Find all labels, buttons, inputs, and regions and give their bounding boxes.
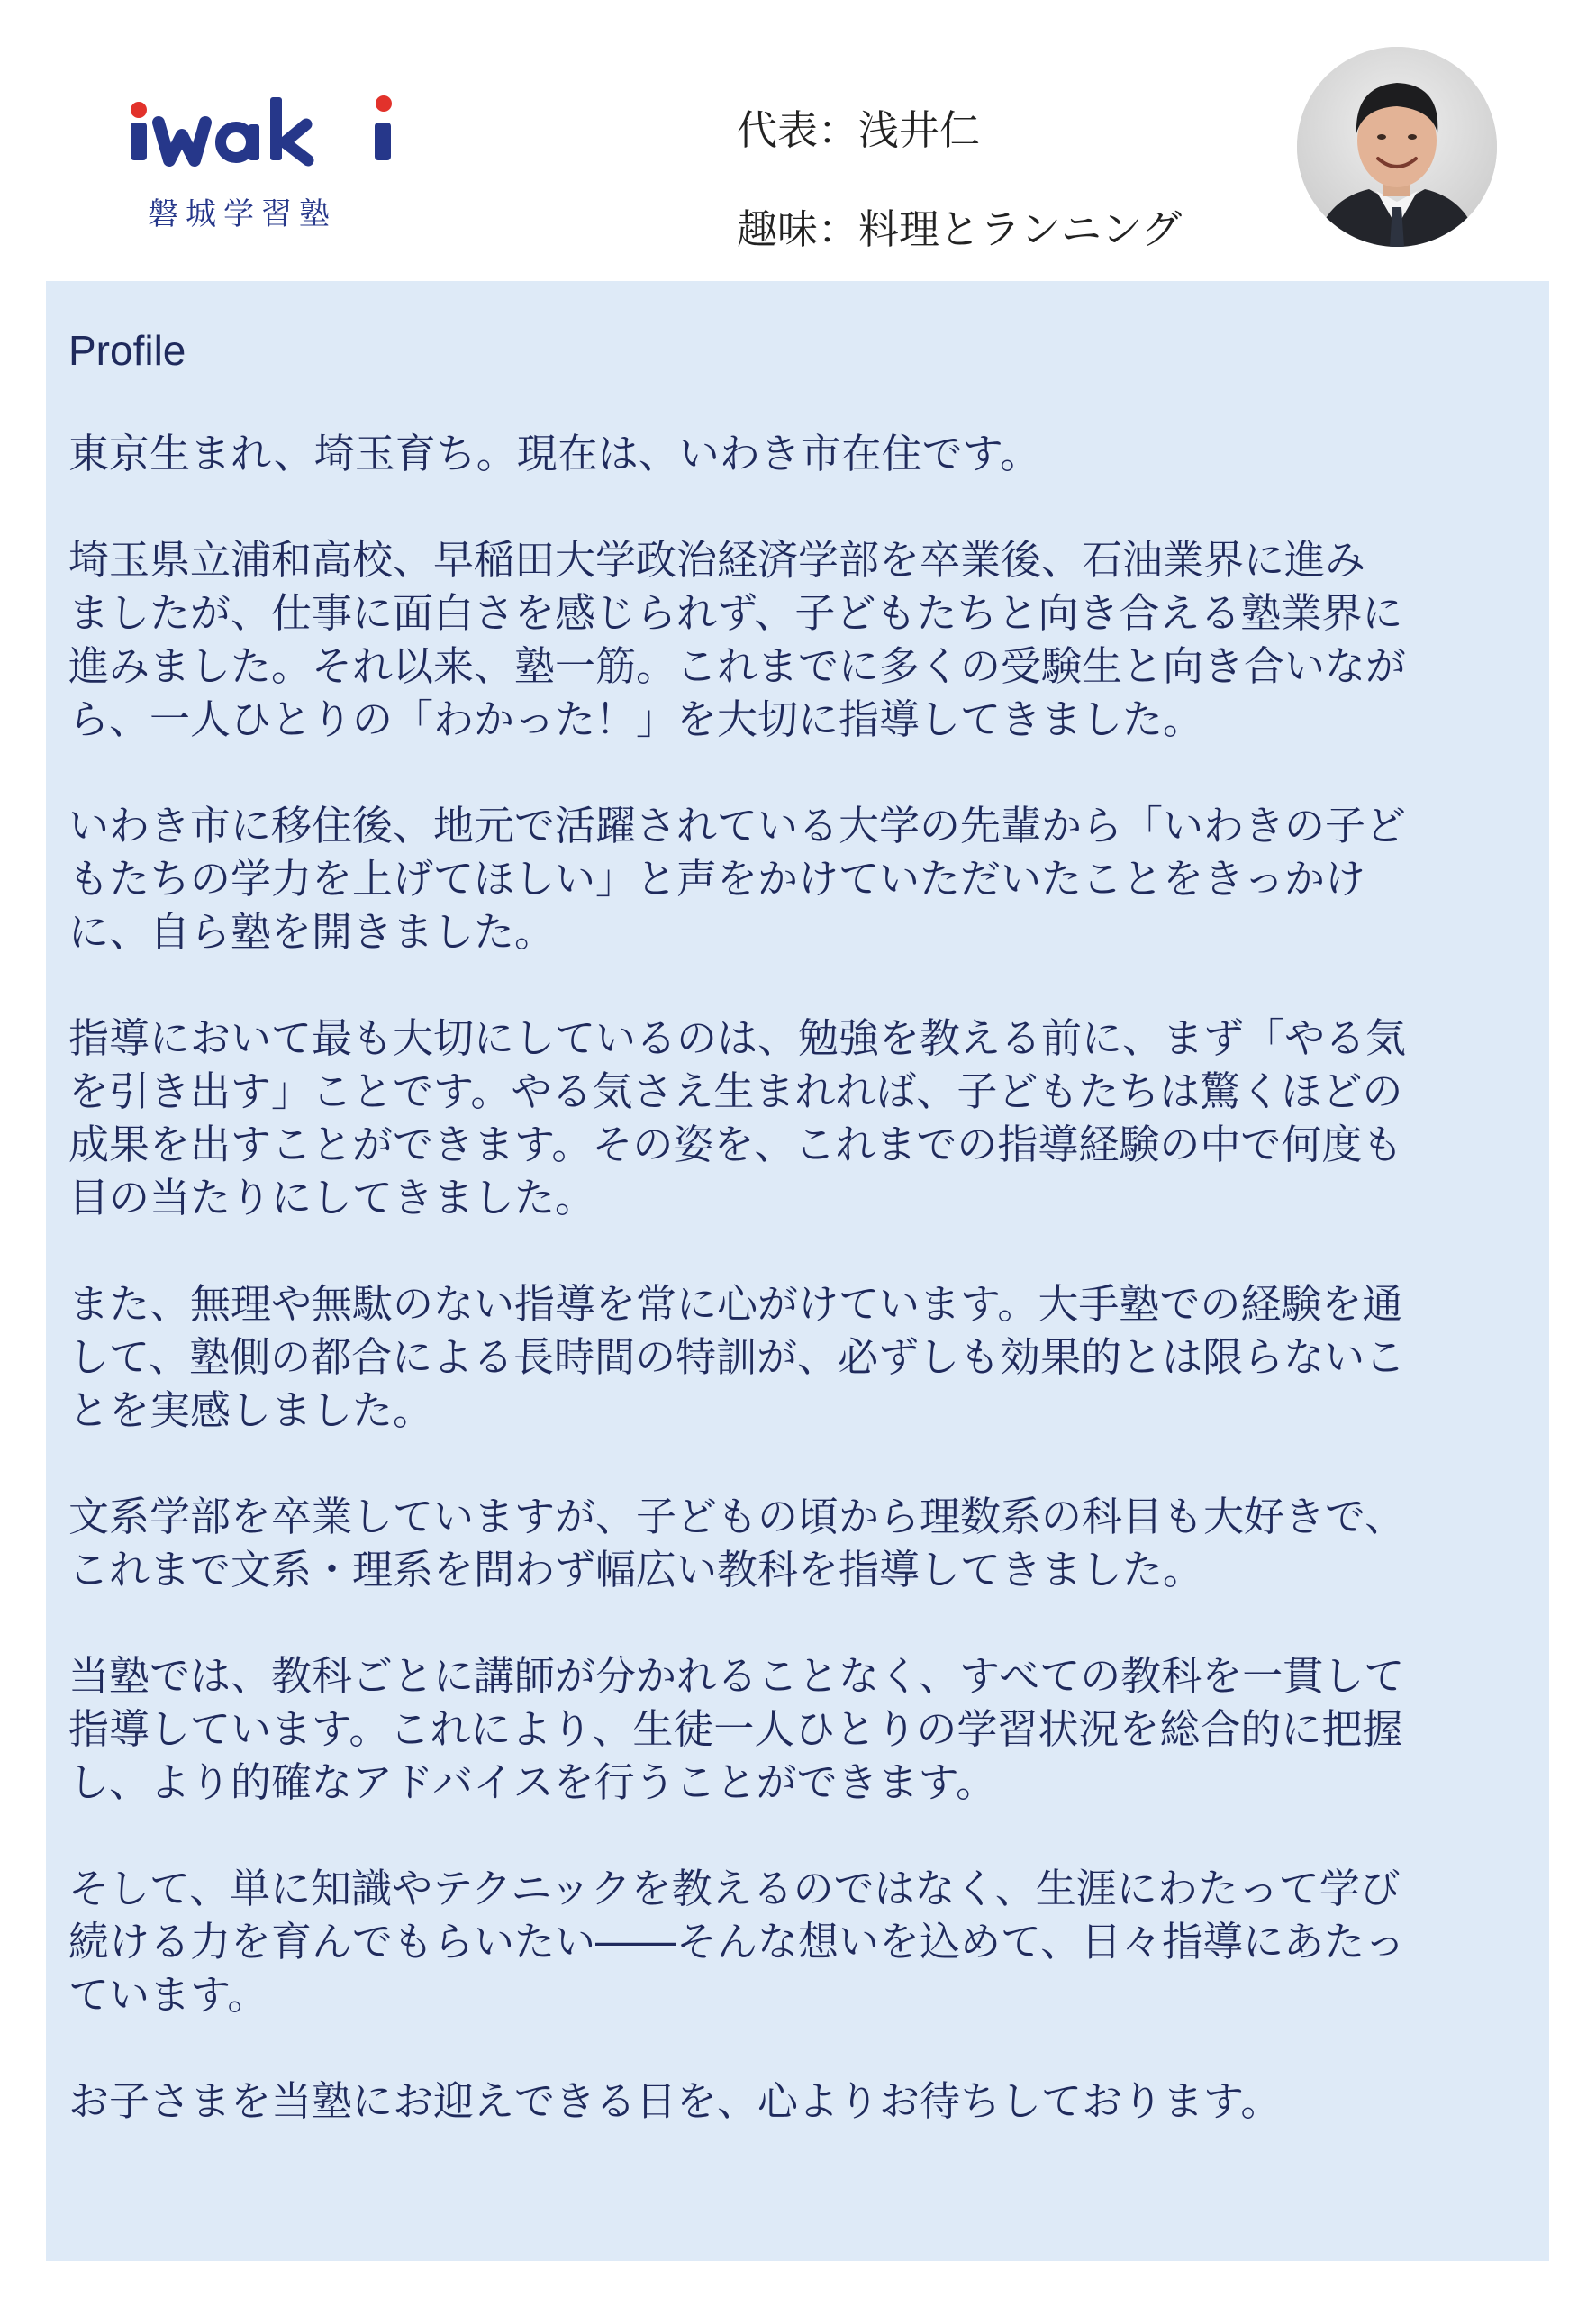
text-line: 当塾では、教科ごとに講師が分かれることなく、すべての教科を一貫して [68, 1652, 1405, 1700]
text-line: し、より的確なアドバイスを行うことができます。 [68, 1758, 997, 1806]
text-line: いわき市に移住後、地元で活躍されている大学の先輩から「いわきの子ど [68, 802, 1407, 849]
text-line: これまで文系・理系を問わず幅広い教科を指導してきました。 [68, 1546, 1204, 1593]
text-line: 成果を出すことができます。その姿を、これまでの指導経験の中で何度も [68, 1121, 1403, 1168]
text-line: お子さまを当塾にお迎えできる日を、心よりお待ちしております。 [68, 2077, 1282, 2125]
text-line: 指導しています。これにより、生徒一人ひとりの学習状況を総合的に把握 [68, 1705, 1403, 1753]
text-line: 東京生まれ、埼玉育ち。現在は、いわき市在住です。 [68, 430, 1041, 477]
paragraph [68, 1490, 1532, 1596]
paragraph [68, 1277, 1532, 1437]
text-line: もたちの学力を上げてほしい」と声をかけていただいたことをきっかけ [68, 855, 1366, 903]
paragraph [68, 799, 1532, 958]
representative-name: 代表：浅井仁 [737, 106, 981, 154]
paragraph [68, 427, 1532, 480]
paragraph [68, 1649, 1532, 1809]
text-line: を引き出す」ことです。やる気さえ生まれれば、子どもたちは驚くほどの [68, 1067, 1403, 1115]
text-line: また、無理や無駄のない指導を常に心がけています。大手塾での経験を通 [68, 1280, 1403, 1328]
paragraph [68, 533, 1532, 746]
text-line: そして、単に知識やテクニックを教えるのではなく、生涯にわたって学び [68, 1865, 1401, 1912]
text-line: とを実感しました。 [68, 1386, 434, 1434]
portrait-photo-icon [1297, 47, 1497, 247]
profile-panel [46, 281, 1549, 2261]
text-line: ています。 [68, 1971, 268, 2019]
text-line: に、自ら塾を開きました。 [68, 908, 556, 956]
text-line: 続ける力を育んでもらいたい――そんな想いを込めて、日々指導にあたっ [68, 1918, 1406, 1966]
text-line: 埼玉県立浦和高校、早稲田大学政治経済学部を卒業後、石油業界に進み [68, 536, 1366, 584]
logo-subtitle: 磐城学習塾 [148, 196, 337, 232]
avatar [1297, 47, 1497, 247]
header [0, 0, 1596, 279]
iwaki-wordmark-icon [126, 90, 396, 180]
paragraph [68, 2074, 1532, 2128]
paragraph [68, 1012, 1532, 1224]
hobby-text: 趣味：料理とランニング [737, 205, 1183, 253]
text-line: 文系学部を卒業していますが、子どもの頃から理数系の科目も大好きで、 [68, 1493, 1406, 1540]
profile-body [68, 427, 1532, 2181]
text-line: ましたが、仕事に面白さを感じられず、子どもたちと向き合える塾業界に [68, 589, 1403, 637]
text-line: 指導において最も大切にしているのは、勉強を教える前に、まず「やる気 [68, 1014, 1407, 1062]
paragraph [68, 1862, 1532, 2021]
text-line: 進みました。それ以来、塾一筋。これまでに多くの受験生と向き合いなが [68, 642, 1407, 690]
iwaki-logo[interactable] [126, 90, 396, 234]
text-line: 目の当たりにしてきました。 [68, 1174, 596, 1221]
text-line: ら、一人ひとりの「わかった！」を大切に指導してきました。 [68, 695, 1204, 743]
profile-title: Profile [68, 327, 186, 374]
text-line: して、塾側の都合による長時間の特訓が、必ずしも効果的とは限らないこ [68, 1333, 1406, 1381]
